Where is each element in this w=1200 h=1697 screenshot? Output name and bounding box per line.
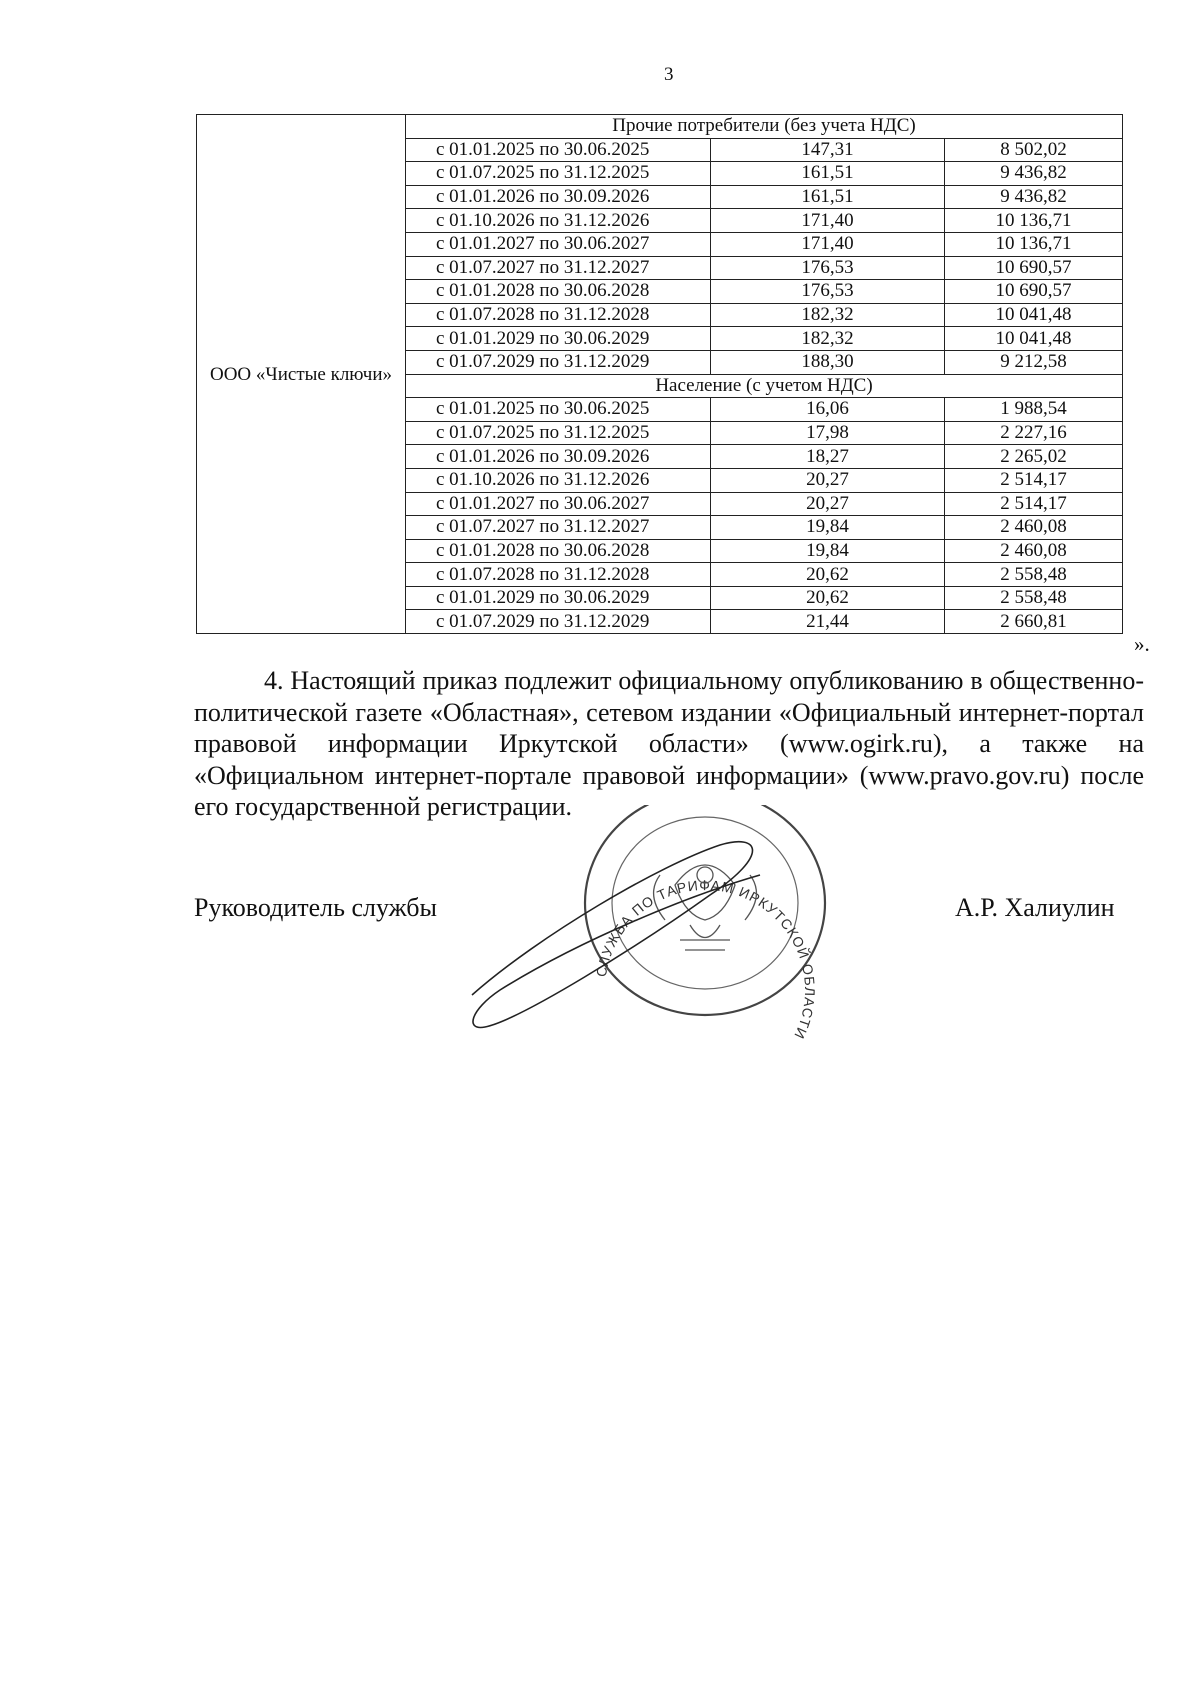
period-cell: с 01.07.2029 по 31.12.2029 (406, 610, 711, 634)
value-cell: 2 558,48 (945, 563, 1123, 587)
value-cell: 10 041,48 (945, 303, 1123, 327)
period-cell: с 01.07.2025 по 31.12.2025 (406, 162, 711, 186)
section-header-row (197, 115, 1123, 139)
period-cell: с 01.10.2026 по 31.12.2026 (406, 209, 711, 233)
value-cell: 9 212,58 (945, 350, 1123, 374)
value-cell: 2 558,48 (945, 586, 1123, 610)
value-cell: 9 436,82 (945, 185, 1123, 209)
signatory-title: Руководитель службы (194, 893, 437, 922)
period-cell: с 01.10.2026 по 31.12.2026 (406, 468, 711, 492)
tariff-cell: 161,51 (711, 162, 945, 186)
tariff-cell: 18,27 (711, 445, 945, 469)
section-title: Население (с учетом НДС) (406, 374, 1123, 398)
period-cell: с 01.01.2028 по 30.06.2028 (406, 280, 711, 304)
period-cell: с 01.07.2027 по 31.12.2027 (406, 256, 711, 280)
value-cell: 2 265,02 (945, 445, 1123, 469)
tariff-cell: 147,31 (711, 138, 945, 162)
period-cell: с 01.01.2029 по 30.06.2029 (406, 586, 711, 610)
tariff-cell: 182,32 (711, 327, 945, 351)
organization-name: ООО «Чистые ключи» (197, 115, 406, 634)
tariff-cell: 161,51 (711, 185, 945, 209)
tariff-cell: 20,27 (711, 492, 945, 516)
tariff-cell: 20,62 (711, 563, 945, 587)
period-cell: с 01.01.2025 по 30.06.2025 (406, 138, 711, 162)
period-cell: с 01.01.2027 по 30.06.2027 (406, 492, 711, 516)
value-cell: 10 690,57 (945, 256, 1123, 280)
tariff-table (196, 114, 1123, 634)
tariff-cell: 16,06 (711, 398, 945, 422)
period-cell: с 01.01.2025 по 30.06.2025 (406, 398, 711, 422)
tariff-cell: 20,27 (711, 468, 945, 492)
period-cell: с 01.07.2029 по 31.12.2029 (406, 350, 711, 374)
value-cell: 9 436,82 (945, 162, 1123, 186)
period-cell: с 01.07.2025 по 31.12.2025 (406, 421, 711, 445)
tariff-cell: 19,84 (711, 539, 945, 563)
signatory-name: А.Р. Халиулин (955, 893, 1115, 922)
period-cell: с 01.07.2028 по 31.12.2028 (406, 563, 711, 587)
stamp-seal (460, 805, 870, 1040)
official-stamp (460, 805, 870, 1040)
value-cell: 2 227,16 (945, 421, 1123, 445)
stamp-ring-text: СЛУЖБА ПО ТАРИФАМ ИРКУТСКОЙ ОБЛАСТИ (592, 876, 819, 1040)
value-cell: 2 514,17 (945, 468, 1123, 492)
tariff-cell: 182,32 (711, 303, 945, 327)
period-cell: с 01.07.2028 по 31.12.2028 (406, 303, 711, 327)
value-cell: 10 041,48 (945, 327, 1123, 351)
value-cell: 10 136,71 (945, 209, 1123, 233)
value-cell: 2 460,08 (945, 516, 1123, 540)
tariff-cell: 176,53 (711, 256, 945, 280)
value-cell: 2 660,81 (945, 610, 1123, 634)
value-cell: 10 690,57 (945, 280, 1123, 304)
period-cell: с 01.01.2029 по 30.06.2029 (406, 327, 711, 351)
value-cell: 10 136,71 (945, 232, 1123, 256)
tariff-cell: 171,40 (711, 209, 945, 233)
period-cell: с 01.01.2028 по 30.06.2028 (406, 539, 711, 563)
tariff-cell: 171,40 (711, 232, 945, 256)
period-cell: с 01.07.2027 по 31.12.2027 (406, 516, 711, 540)
value-cell: 8 502,02 (945, 138, 1123, 162)
tariff-cell: 17,98 (711, 421, 945, 445)
value-cell: 1 988,54 (945, 398, 1123, 422)
tariff-cell: 188,30 (711, 350, 945, 374)
tariff-cell: 21,44 (711, 610, 945, 634)
closing-quote: ». (1134, 632, 1150, 656)
tariff-cell: 19,84 (711, 516, 945, 540)
section-title: Прочие потребители (без учета НДС) (406, 115, 1123, 139)
stamp-outer-ring (585, 805, 825, 1015)
period-cell: с 01.01.2027 по 30.06.2027 (406, 232, 711, 256)
value-cell: 2 460,08 (945, 539, 1123, 563)
tariff-cell: 176,53 (711, 280, 945, 304)
period-cell: с 01.01.2026 по 30.09.2026 (406, 185, 711, 209)
paragraph-4: 4. Настоящий приказ подлежит официальному опубликованию в общественно-политической газете «Областная», сетевом издании «Официальный интернет-портал правовой информации Иркутской области» (www.ogirk.ru), а также на «Официальном интернет-портале правовой информации» (www.pravo.gov.ru) после его государственной регистрации. (194, 666, 1144, 821)
page-number: 3 (664, 64, 674, 85)
tariff-cell: 20,62 (711, 586, 945, 610)
value-cell: 2 514,17 (945, 492, 1123, 516)
period-cell: с 01.01.2026 по 30.09.2026 (406, 445, 711, 469)
